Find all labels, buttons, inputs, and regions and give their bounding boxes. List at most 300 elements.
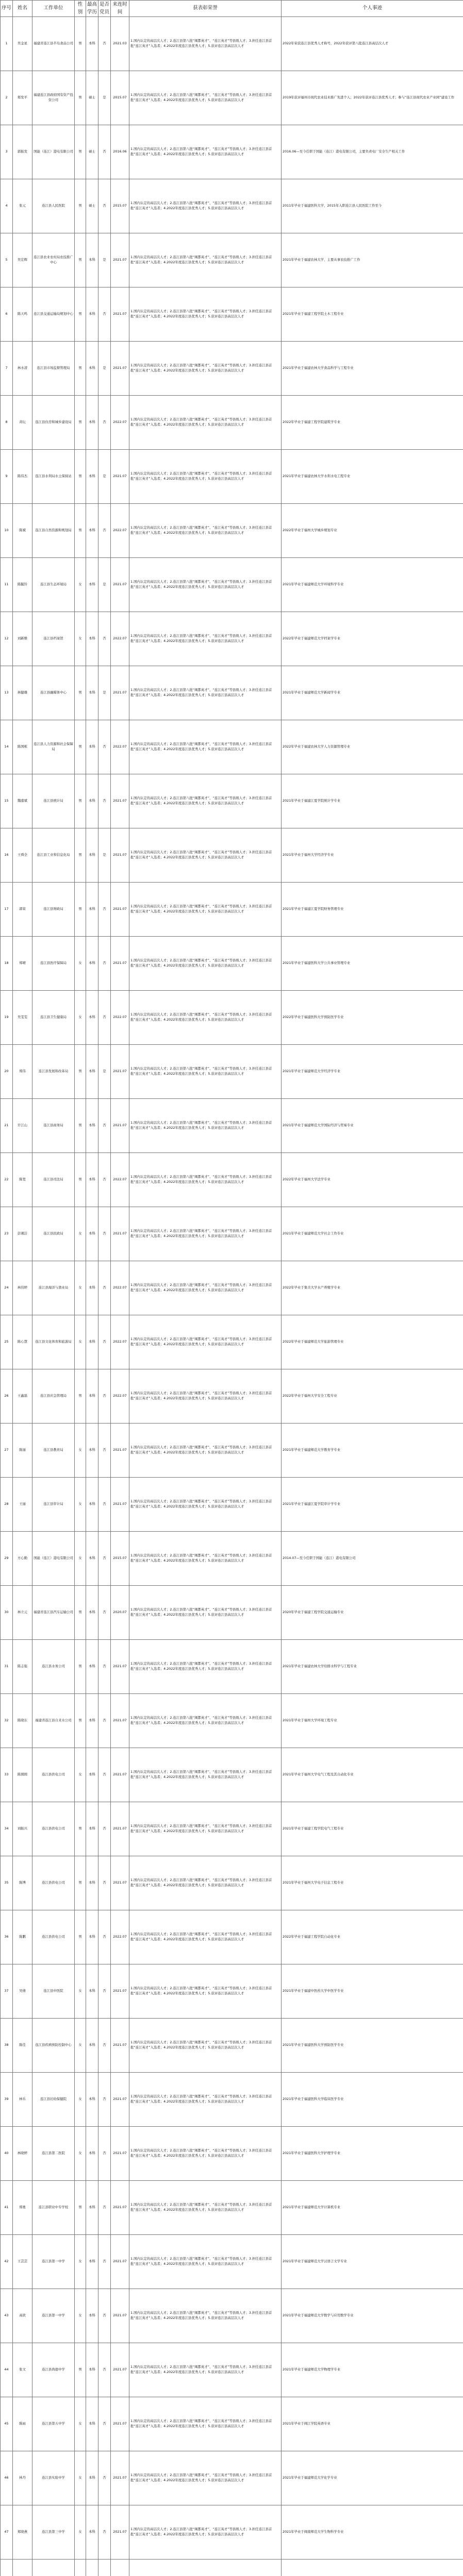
work-unit: 连江县生态环境局 [32, 558, 75, 612]
row-number: 38 [1, 2019, 13, 2073]
honor-text: 1.国内认定的高层次人才；2.连江县第八批“闽都英才”、“连江英才”等县级人才；3.担任连江县首批“连江英才”入选者；4.2022年度连江县优秀人才；5.获评连江县高层次人才 [129, 666, 282, 720]
arrival-time: 2021.07 [111, 1478, 129, 1532]
education: 本科 [86, 558, 98, 612]
arrival-time: 2021.07 [111, 1964, 129, 2019]
person-name: 陈雨 [13, 2397, 32, 2451]
education: 本科 [86, 2343, 98, 2397]
arrival-time: 2022.07 [111, 1369, 129, 1423]
arrival-time: 2021.07 [111, 558, 129, 612]
education [86, 2560, 98, 2576]
education: 本科 [86, 883, 98, 937]
education: 本科 [86, 1802, 98, 1856]
row-number: 5 [1, 233, 13, 287]
education: 本科 [86, 396, 98, 450]
arrival-time: 2021.07 [111, 883, 129, 937]
table-row [1, 2127, 463, 2181]
work-unit: 连江县教育局 [32, 1423, 75, 1478]
table-row [1, 1802, 463, 1856]
education: 硕士 [86, 71, 98, 125]
education: 本科 [86, 2397, 98, 2451]
row-number: 35 [1, 1856, 13, 1910]
row-number: 23 [1, 1207, 13, 1261]
table-row [1, 828, 463, 883]
column-header: 性别 [75, 1, 86, 17]
table-row [1, 125, 463, 179]
personal-story: 2021年毕业于福建中医药大学中医学专业 [282, 1964, 463, 2019]
table-row [1, 1478, 463, 1532]
row-number: 25 [1, 1315, 13, 1369]
arrival-time: 2022.07 [111, 612, 129, 666]
person-name: 陈宽 [13, 1153, 32, 1207]
table-row [1, 504, 463, 558]
gender: 女 [75, 2235, 86, 2289]
party-member: 否 [98, 1586, 111, 1640]
arrival-time: 2021.07 [111, 2073, 129, 2127]
table-row [1, 2073, 463, 2127]
row-number: 42 [1, 2235, 13, 2289]
personal-story: 2022年毕业于福建师范大学档案学专业 [282, 612, 463, 666]
gender: 男 [75, 720, 86, 774]
personal-story: 2021年毕业于福建师范大学环境科学专业 [282, 558, 463, 612]
personal-story: 2021年毕业于福建医科大学预防医学专业 [282, 2019, 463, 2073]
party-member: 否 [98, 937, 111, 991]
row-number: 47 [1, 2505, 13, 2560]
table-row [1, 1261, 463, 1315]
education: 本科 [86, 1261, 98, 1315]
party-member: 否 [98, 1910, 111, 1964]
personal-story: 2021年毕业于福建江夏学院审计学专业 [282, 1478, 463, 1532]
gender: 男 [75, 774, 86, 828]
row-number: 40 [1, 2127, 13, 2181]
person-name: 郑晴 [13, 937, 32, 991]
person-name: 陈斌 [13, 504, 32, 558]
person-name: 郑晓燕 [13, 2505, 32, 2560]
work-unit: 连江县供电公司 [32, 1856, 75, 1910]
person-name: 王鑫磊 [13, 1369, 32, 1423]
arrival-time: 2021.07 [111, 2289, 129, 2343]
row-number: 29 [1, 1532, 13, 1586]
work-unit: 连江县人民医院 [32, 179, 75, 233]
education: 硕士 [86, 125, 98, 179]
person-name: 吴雯雯 [13, 991, 32, 1045]
gender: 男 [75, 1045, 86, 1099]
party-member: 否 [98, 1802, 111, 1856]
party-member: 否 [98, 287, 111, 342]
person-name: 彭湘洁 [13, 1207, 32, 1261]
gender: 女 [75, 1748, 86, 1802]
person-name: 陈伟杰 [13, 450, 32, 504]
gender: 男 [75, 1802, 86, 1856]
honor-text: 1.国内认定的高层次人才；2.连江县第八批“闽都英才”、“连江英才”等县级人才；3.担任连江县首批“连江英才”入选者；4.2022年度连江县优秀人才；5.获评连江县高层次人才 [129, 450, 282, 504]
personal-story: 2021年毕业于福建医科大学护理学专业 [282, 2127, 463, 2181]
party-member: 否 [98, 1099, 111, 1153]
arrival-time: 2021.07 [111, 1694, 129, 1748]
row-number: 34 [1, 1802, 13, 1856]
row-number: 46 [1, 2451, 13, 2505]
honor-text: 1.国内认定的高层次人才；2.连江县第八批“闽都英才”、“连江英才”等县级人才；3.担任连江县首批“连江英才”入选者；4.2022年度连江县优秀人才；5.获评连江县高层次人才 [129, 1153, 282, 1207]
table-header-row [1, 1, 463, 17]
education: 本科 [86, 1207, 98, 1261]
party-member: 否 [98, 1261, 111, 1315]
table-row [1, 1207, 463, 1261]
person-name: 张元 [13, 179, 32, 233]
arrival-time: 2021.07 [111, 828, 129, 883]
person-name: 郑发平 [13, 71, 32, 125]
education: 本科 [86, 1694, 98, 1748]
row-number: 15 [1, 774, 13, 828]
personal-story: 2022年荣获连江县优秀人才称号，2022年获评第八批连江县高层次人才 [282, 17, 463, 71]
education: 本科 [86, 1099, 98, 1153]
personal-story: 2011年毕业于福建医科大学，2015年入职连江县人民医院工作至今 [282, 179, 463, 233]
work-unit: 福建省连江县汽车运输公司 [32, 1586, 75, 1640]
person-name: 陈毓铃 [13, 558, 32, 612]
work-unit: 连江县医疗保障局 [32, 937, 75, 991]
honor-text: 1.国内认定的高层次人才；2.连江县第八批“闽都英才”、“连江英才”等县级人才；3.担任连江县首批“连江英才”入选者；4.2022年度连江县优秀人才；5.获评连江县高层次人才 [129, 1369, 282, 1423]
party-member: 否 [98, 504, 111, 558]
work-unit: 连江县融媒体中心 [32, 666, 75, 720]
arrival-time: 2021.07 [111, 1423, 129, 1478]
personal-story: 2021年毕业于闽江学院英语专业 [282, 2397, 463, 2451]
gender: 男 [75, 287, 86, 342]
person-name: 林乐 [13, 2073, 32, 2127]
person-name: 陈鹏 [13, 1910, 32, 1964]
arrival-time: 2021.07 [111, 666, 129, 720]
gender: 男 [75, 1856, 86, 1910]
gender: 女 [75, 1478, 86, 1532]
personal-story: 2021年毕业于福建医科大学公共事业管理专业 [282, 937, 463, 991]
work-unit: 连江县档案馆 [32, 612, 75, 666]
arrival-time: 2021.07 [111, 2505, 129, 2560]
honor-text: 1.国内认定的高层次人才；2.连江县第八批“闽都英才”、“连江英才”等县级人才；3.担任连江县首批“连江英才”入选者；4.2022年度连江县优秀人才；5.获评连江县高层次人才 [129, 1099, 282, 1153]
honor-text: 1.国内认定的高层次人才；2.连江县第八批“闽都英才”、“连江英才”等县级人才；3.担任连江县首批“连江英才”入选者；4.2022年度连江县优秀人才；5.获评连江县高层次人才 [129, 2397, 282, 2451]
arrival-time: 2022.07 [111, 1153, 129, 1207]
work-unit: 连江县供电公司 [32, 1910, 75, 1964]
honor-text: 1.国内认定的高层次人才；2.连江县第八批“闽都英才”、“连江英才”等县级人才；3.担任连江县首批“连江英才”入选者；4.2022年度连江县优秀人才；5.获评连江县高层次人才 [129, 2451, 282, 2505]
gender: 男 [75, 342, 86, 396]
arrival-time: 2020.07 [111, 1586, 129, 1640]
personal-story: 2021年毕业于福建农林大学水利水电工程专业 [282, 450, 463, 504]
education: 本科 [86, 612, 98, 666]
row-number: 11 [1, 558, 13, 612]
personal-story: 2022年毕业于福建医科大学预防医学专业 [282, 991, 463, 1045]
personal-story: 2021年毕业于福建师范大学教育学专业 [282, 1423, 463, 1478]
education: 本科 [86, 774, 98, 828]
work-unit: 国能（连江）港电有限公司 [32, 125, 75, 179]
row-number: 2 [1, 71, 13, 125]
person-name: 张文 [13, 2343, 32, 2397]
education: 本科 [86, 287, 98, 342]
party-member: 否 [98, 2019, 111, 2073]
arrival-time: 2021.07 [111, 1748, 129, 1802]
personal-story: 2022年毕业于福州大学城乡规划专业 [282, 504, 463, 558]
table-row [1, 179, 463, 233]
gender: 女 [75, 2289, 86, 2343]
party-member: 否 [98, 1423, 111, 1478]
gender: 男 [75, 1694, 86, 1748]
work-unit: 连江县卫生健康局 [32, 991, 75, 1045]
honor-text: 1.国内认定的高层次人才；2.连江县第八批“闽都英才”、“连江英才”等县级人才；3.担任连江县首批“连江英才”入选者；4.2022年度连江县优秀人才；5.获评连江县高层次人才 [129, 2127, 282, 2181]
personal-story: 2021年毕业于福建师范大学新闻学专业 [282, 666, 463, 720]
gender: 女 [75, 612, 86, 666]
work-unit: 连江县农业农村局农技推广中心 [32, 233, 75, 287]
honor-text: 1.国内认定的高层次人才；2.连江县第八批“闽都英才”、“连江英才”等县级人才；3.担任连江县首批“连江英才”入选者；4.2022年度连江县优秀人才；5.获评连江县高层次人才 [129, 71, 282, 125]
party-member: 是 [98, 342, 111, 396]
person-name: 王舜全 [13, 828, 32, 883]
person-name: 刘新雅 [13, 612, 32, 666]
table-row [1, 1910, 463, 1964]
work-unit: 连江县工业和信息化局 [32, 828, 75, 883]
work-unit: 连江县应急管理局 [32, 1369, 75, 1423]
person-name: 林健雄 [13, 666, 32, 720]
party-member: 否 [98, 1640, 111, 1694]
party-member: 否 [98, 612, 111, 666]
party-member: 否 [98, 2289, 111, 2343]
work-unit: 国能（连江）港电有限公司 [32, 1532, 75, 1586]
personal-story: 2021年毕业于福州大学电子信息工程专业 [282, 1856, 463, 1910]
gender: 男 [75, 2181, 86, 2235]
table-row [1, 342, 463, 396]
education: 本科 [86, 1478, 98, 1532]
honor-text: 1.国内认定的高层次人才；2.连江县第八批“闽都英才”、“连江英才”等县级人才；3.担任连江县首批“连江英才”入选者；4.2022年度连江县优秀人才；5.获评连江县高层次人才 [129, 774, 282, 828]
row-number: 18 [1, 937, 13, 991]
education: 本科 [86, 2073, 98, 2127]
honor-text [129, 2560, 282, 2576]
gender: 女 [75, 2127, 86, 2181]
gender: 男 [75, 1099, 86, 1153]
personal-story: 2021年毕业于福建师范大学化学专业 [282, 2451, 463, 2505]
honor-text: 1.国内认定的高层次人才；2.连江县第八批“闽都英才”、“连江英才”等县级人才；3.担任连江县首批“连江英才”入选者；4.2022年度连江县优秀人才；5.获评连江县高层次人才 [129, 1423, 282, 1478]
gender: 男 [75, 1369, 86, 1423]
work-unit: 连江县自然资源和规划局 [32, 504, 75, 558]
gender: 女 [75, 2451, 86, 2505]
work-unit: 连江县中医院 [32, 1964, 75, 2019]
work-unit: 连江县第三中学 [32, 2505, 75, 2560]
work-unit: 连江县审计局 [32, 1478, 75, 1532]
personal-story: 2021年毕业于福建工程学院电气工程专业 [282, 1802, 463, 1856]
education: 本科 [86, 1423, 98, 1478]
personal-story: 2021年毕业于福建农林大学，主要从事农技推广工作 [282, 233, 463, 287]
table-row [1, 774, 463, 828]
personal-story: 2019年获评福州市现代农业技术推广先进个人；2022年获评连江县优秀人才；参与“连江县现代农业产业园”建设工作 [282, 71, 463, 125]
party-member: 是 [98, 233, 111, 287]
personal-story: 2022年毕业于福建工程学院建筑学专业 [282, 396, 463, 450]
education: 本科 [86, 2181, 98, 2235]
education: 本科 [86, 1856, 98, 1910]
work-unit: 连江县第一中学 [32, 2235, 75, 2289]
row-number: 45 [1, 2397, 13, 2451]
gender: 男 [75, 450, 86, 504]
personal-story: 2022年毕业于集美大学水产养殖学专业 [282, 1261, 463, 1315]
party-member: 是 [98, 828, 111, 883]
personal-story: 2022年毕业于福州大学安全工程专业 [282, 1369, 463, 1423]
gender: 男 [75, 71, 86, 125]
honor-text: 1.国内认定的高层次人才；2.连江县第八批“闽都英才”、“连江英才”等县级人才；3.担任连江县首批“连江英才”入选者；4.2022年度连江县优秀人才；5.获评连江县高层次人才 [129, 883, 282, 937]
personal-story: 2022年毕业于福建农林大学人力资源管理专业 [282, 720, 463, 774]
work-unit: 连江县第二医院 [32, 2127, 75, 2181]
person-name: 郑伟 [13, 1045, 32, 1099]
work-unit: 连江县统计局 [32, 774, 75, 828]
person-name: 吴宏辉 [13, 233, 32, 287]
honor-text: 1.国内认定的高层次人才；2.连江县第八批“闽都英才”、“连江英才”等县级人才；3.担任连江县首批“连江英才”入选者；4.2022年度连江县优秀人才；5.获评连江县高层次人才 [129, 2073, 282, 2127]
arrival-time: 2021.07 [111, 774, 129, 828]
arrival-time: 2022.07 [111, 720, 129, 774]
work-unit: 连江县民政局 [32, 1207, 75, 1261]
honor-text: 1.国内认定的高层次人才；2.连江县第八批“闽都英才”、“连江英才”等县级人才；3.担任连江县首批“连江英才”入选者；4.2022年度连江县优秀人才；5.获评连江县高层次人才 [129, 2289, 282, 2343]
arrival-time: 2021.07 [111, 2019, 129, 2073]
work-unit: 福建连江县政府国有资产投资公司 [32, 71, 75, 125]
row-number: 28 [1, 1478, 13, 1532]
party-member [98, 2560, 111, 2576]
honor-text: 1.国内认定的高层次人才；2.连江县第八批“闽都英才”、“连江英才”等县级人才；3.担任连江县首批“连江英才”入选者；4.2022年度连江县优秀人才；5.获评连江县高层次人才 [129, 2505, 282, 2560]
personal-story: 2021年毕业于福州大学电气工程及其自动化专业 [282, 1748, 463, 1802]
gender: 女 [75, 1261, 86, 1315]
arrival-time: 2021.03 [111, 17, 129, 71]
column-header: 是否党员 [98, 1, 111, 17]
work-unit: 连江县发展和改革局 [32, 1045, 75, 1099]
party-member: 否 [98, 1694, 111, 1748]
party-member: 否 [98, 2073, 111, 2127]
gender: 男 [75, 666, 86, 720]
personal-story: 2021年毕业于福建农林大学食品科学与工程专业 [282, 342, 463, 396]
table-row [1, 1640, 463, 1694]
honor-text: 1.国内认定的高层次人才；2.连江县第八批“闽都英才”、“连江英才”等县级人才；3.担任连江县首批“连江英才”入选者；4.2022年度连江县优秀人才；5.获评连江县高层次人才 [129, 396, 282, 450]
gender: 男 [75, 179, 86, 233]
row-number: 22 [1, 1153, 13, 1207]
person-name: 陈博 [13, 1856, 32, 1910]
gender: 女 [75, 2397, 86, 2451]
table-row [1, 1694, 463, 1748]
education: 本科 [86, 2127, 98, 2181]
party-member: 否 [98, 1748, 111, 1802]
education: 本科 [86, 1640, 98, 1694]
row-number: 43 [1, 2289, 13, 2343]
table-row [1, 1964, 463, 2019]
work-unit: 连江县海洋与渔业局 [32, 1261, 75, 1315]
honor-text: 1.国内认定的高层次人才；2.连江县第八批“闽都英才”、“连江英才”等县级人才；3.担任连江县首批“连江英才”入选者；4.2022年度连江县优秀人才；5.获评连江县高层次人才 [129, 2235, 282, 2289]
personal-story: 2021年毕业于福建农林大学给排水科学与工程专业 [282, 1640, 463, 1694]
work-unit: 连江县尚德中学 [32, 2343, 75, 2397]
table-row [1, 883, 463, 937]
row-number: 27 [1, 1423, 13, 1478]
arrival-time: 2022.07 [111, 1315, 129, 1369]
work-unit: 连江县疾病预防控制中心 [32, 2019, 75, 2073]
row-number: 16 [1, 828, 13, 883]
gender: 男 [75, 396, 86, 450]
personal-story: 2022年毕业于福建工程学院自动化专业 [282, 1910, 463, 1964]
row-number: 6 [1, 287, 13, 342]
honor-text: 1.国内认定的高层次人才；2.连江县第八批“闽都英才”、“连江英才”等县级人才；3.担任连江县首批“连江英才”入选者；4.2022年度连江县优秀人才；5.获评连江县高层次人才 [129, 991, 282, 1045]
person-name: 陈心慧 [13, 1315, 32, 1369]
table-row [1, 1856, 463, 1910]
person-name: 陈志强 [13, 1640, 32, 1694]
arrival-time: 2021.07 [111, 1099, 129, 1153]
row-number: 32 [1, 1694, 13, 1748]
party-member: 是 [98, 666, 111, 720]
education: 本科 [86, 1045, 98, 1099]
person-name: 方心勤 [13, 1532, 32, 1586]
table-row [1, 450, 463, 504]
person-name: 陈圆圆 [13, 1748, 32, 1802]
row-number: 7 [1, 342, 13, 396]
gender: 女 [75, 1423, 86, 1478]
education: 本科 [86, 2289, 98, 2343]
party-member: 否 [98, 1207, 111, 1261]
table-row [1, 666, 463, 720]
party-member: 否 [98, 1315, 111, 1369]
gender: 女 [75, 1315, 86, 1369]
work-unit: 连江县职业中专学校 [32, 2181, 75, 2235]
education: 本科 [86, 1964, 98, 2019]
honor-text: 1.国内认定的高层次人才；2.连江县第八批“闽都英才”、“连江英才”等县级人才；3.担任连江县首批“连江英才”入选者；4.2022年度连江县优秀人才；5.获评连江县高层次人才 [129, 2181, 282, 2235]
gender: 女 [75, 1964, 86, 2019]
honor-text: 1.国内认定的高层次人才；2.连江县第八批“闽都英才”、“连江英才”等县级人才；3.担任连江县首批“连江英才”入选者；4.2022年度连江县优秀人才；5.获评连江县高层次人才 [129, 1640, 282, 1694]
gender: 女 [75, 558, 86, 612]
gender: 女 [75, 1207, 86, 1261]
table-row [1, 1586, 463, 1640]
table-row [1, 2289, 463, 2343]
personal-story: 2021年毕业于闽南师范大学生物科学专业 [282, 2505, 463, 2560]
person-name: 郑勇 [13, 2181, 32, 2235]
arrival-time: 2022.07 [111, 504, 129, 558]
party-member: 否 [98, 396, 111, 450]
education: 本科 [86, 1369, 98, 1423]
honor-text: 1.国内认定的高层次人才；2.连江县第八批“闽都英才”、“连江英才”等县级人才；3.担任连江县首批“连江英才”入选者；4.2022年度连江县优秀人才；5.获评连江县高层次人才 [129, 287, 282, 342]
work-unit: 连江县财政局 [32, 883, 75, 937]
party-member: 否 [98, 1856, 111, 1910]
table-row [1, 1153, 463, 1207]
gender: 男 [75, 504, 86, 558]
personal-story: 2021年毕业于福建师范大学汉语言文学专业 [282, 2235, 463, 2289]
honor-text: 1.国内认定的高层次人才；2.连江县第八批“闽都英才”、“连江英才”等县级人才；3.担任连江县首批“连江英才”入选者；4.2022年度连江县优秀人才；5.获评连江县高层次人才 [129, 2343, 282, 2397]
table-row [1, 2560, 463, 2576]
gender: 女 [75, 1532, 86, 1586]
honor-text: 1.国内认定的高层次人才；2.连江县第八批“闽都英才”、“连江英才”等县级人才；3.担任连江县首批“连江英才”入选者；4.2022年度连江县优秀人才；5.获评连江县高层次人才 [129, 179, 282, 233]
arrival-time: 2021.07 [111, 1856, 129, 1910]
education: 本科 [86, 504, 98, 558]
row-number: 17 [1, 883, 13, 937]
party-member: 否 [98, 1964, 111, 2019]
row-number: 36 [1, 1910, 13, 1964]
personal-story [282, 2560, 463, 2576]
party-member: 否 [98, 2397, 111, 2451]
honor-text: 1.国内认定的高层次人才；2.连江县第八批“闽都英才”、“连江英才”等县级人才；3.担任连江县首批“连江英才”入选者；4.2022年度连江县优秀人才；5.获评连江县高层次人才 [129, 1748, 282, 1802]
table-row [1, 558, 463, 612]
honor-text: 1.国内认定的高层次人才；2.连江县第八批“闽都英才”、“连江英才”等县级人才；3.担任连江县首批“连江英才”入选者；4.2022年度连江县优秀人才；5.获评连江县高层次人才 [129, 1207, 282, 1261]
party-member: 否 [98, 883, 111, 937]
gender: 男 [75, 883, 86, 937]
table-row [1, 396, 463, 450]
honor-text: 1.国内认定的高层次人才；2.连江县第八批“闽都英才”、“连江英才”等县级人才；3.担任连江县首批“连江英才”入选者；4.2022年度连江县优秀人才；5.获评连江县高层次人才 [129, 612, 282, 666]
personal-story: 2021年毕业于福建师范大学国际经济与贸易专业 [282, 1099, 463, 1153]
row-number: 44 [1, 2343, 13, 2397]
education: 本科 [86, 1910, 98, 1964]
education: 本科 [86, 233, 98, 287]
honor-text: 1.国内认定的高层次人才；2.连江县第八批“闽都英才”、“连江英才”等县级人才；3.担任连江县首批“连江英才”入选者；4.2022年度连江县优秀人才；5.获评连江县高层次人才 [129, 342, 282, 396]
gender: 男 [75, 1910, 86, 1964]
person-name: 许江山 [13, 1099, 32, 1153]
person-name: 陈天鸣 [13, 287, 32, 342]
row-number: 14 [1, 720, 13, 774]
arrival-time: 2022.07 [111, 1261, 129, 1315]
gender: 男 [75, 1586, 86, 1640]
table-row [1, 2451, 463, 2505]
arrival-time: 2021.07 [111, 2451, 129, 2505]
personal-story: 2022年毕业于福州大学法学专业 [282, 1153, 463, 1207]
table-row [1, 937, 463, 991]
column-header: 获表彰荣誉 [129, 1, 282, 17]
row-number: 20 [1, 1045, 13, 1099]
row-number: 37 [1, 1964, 13, 2019]
